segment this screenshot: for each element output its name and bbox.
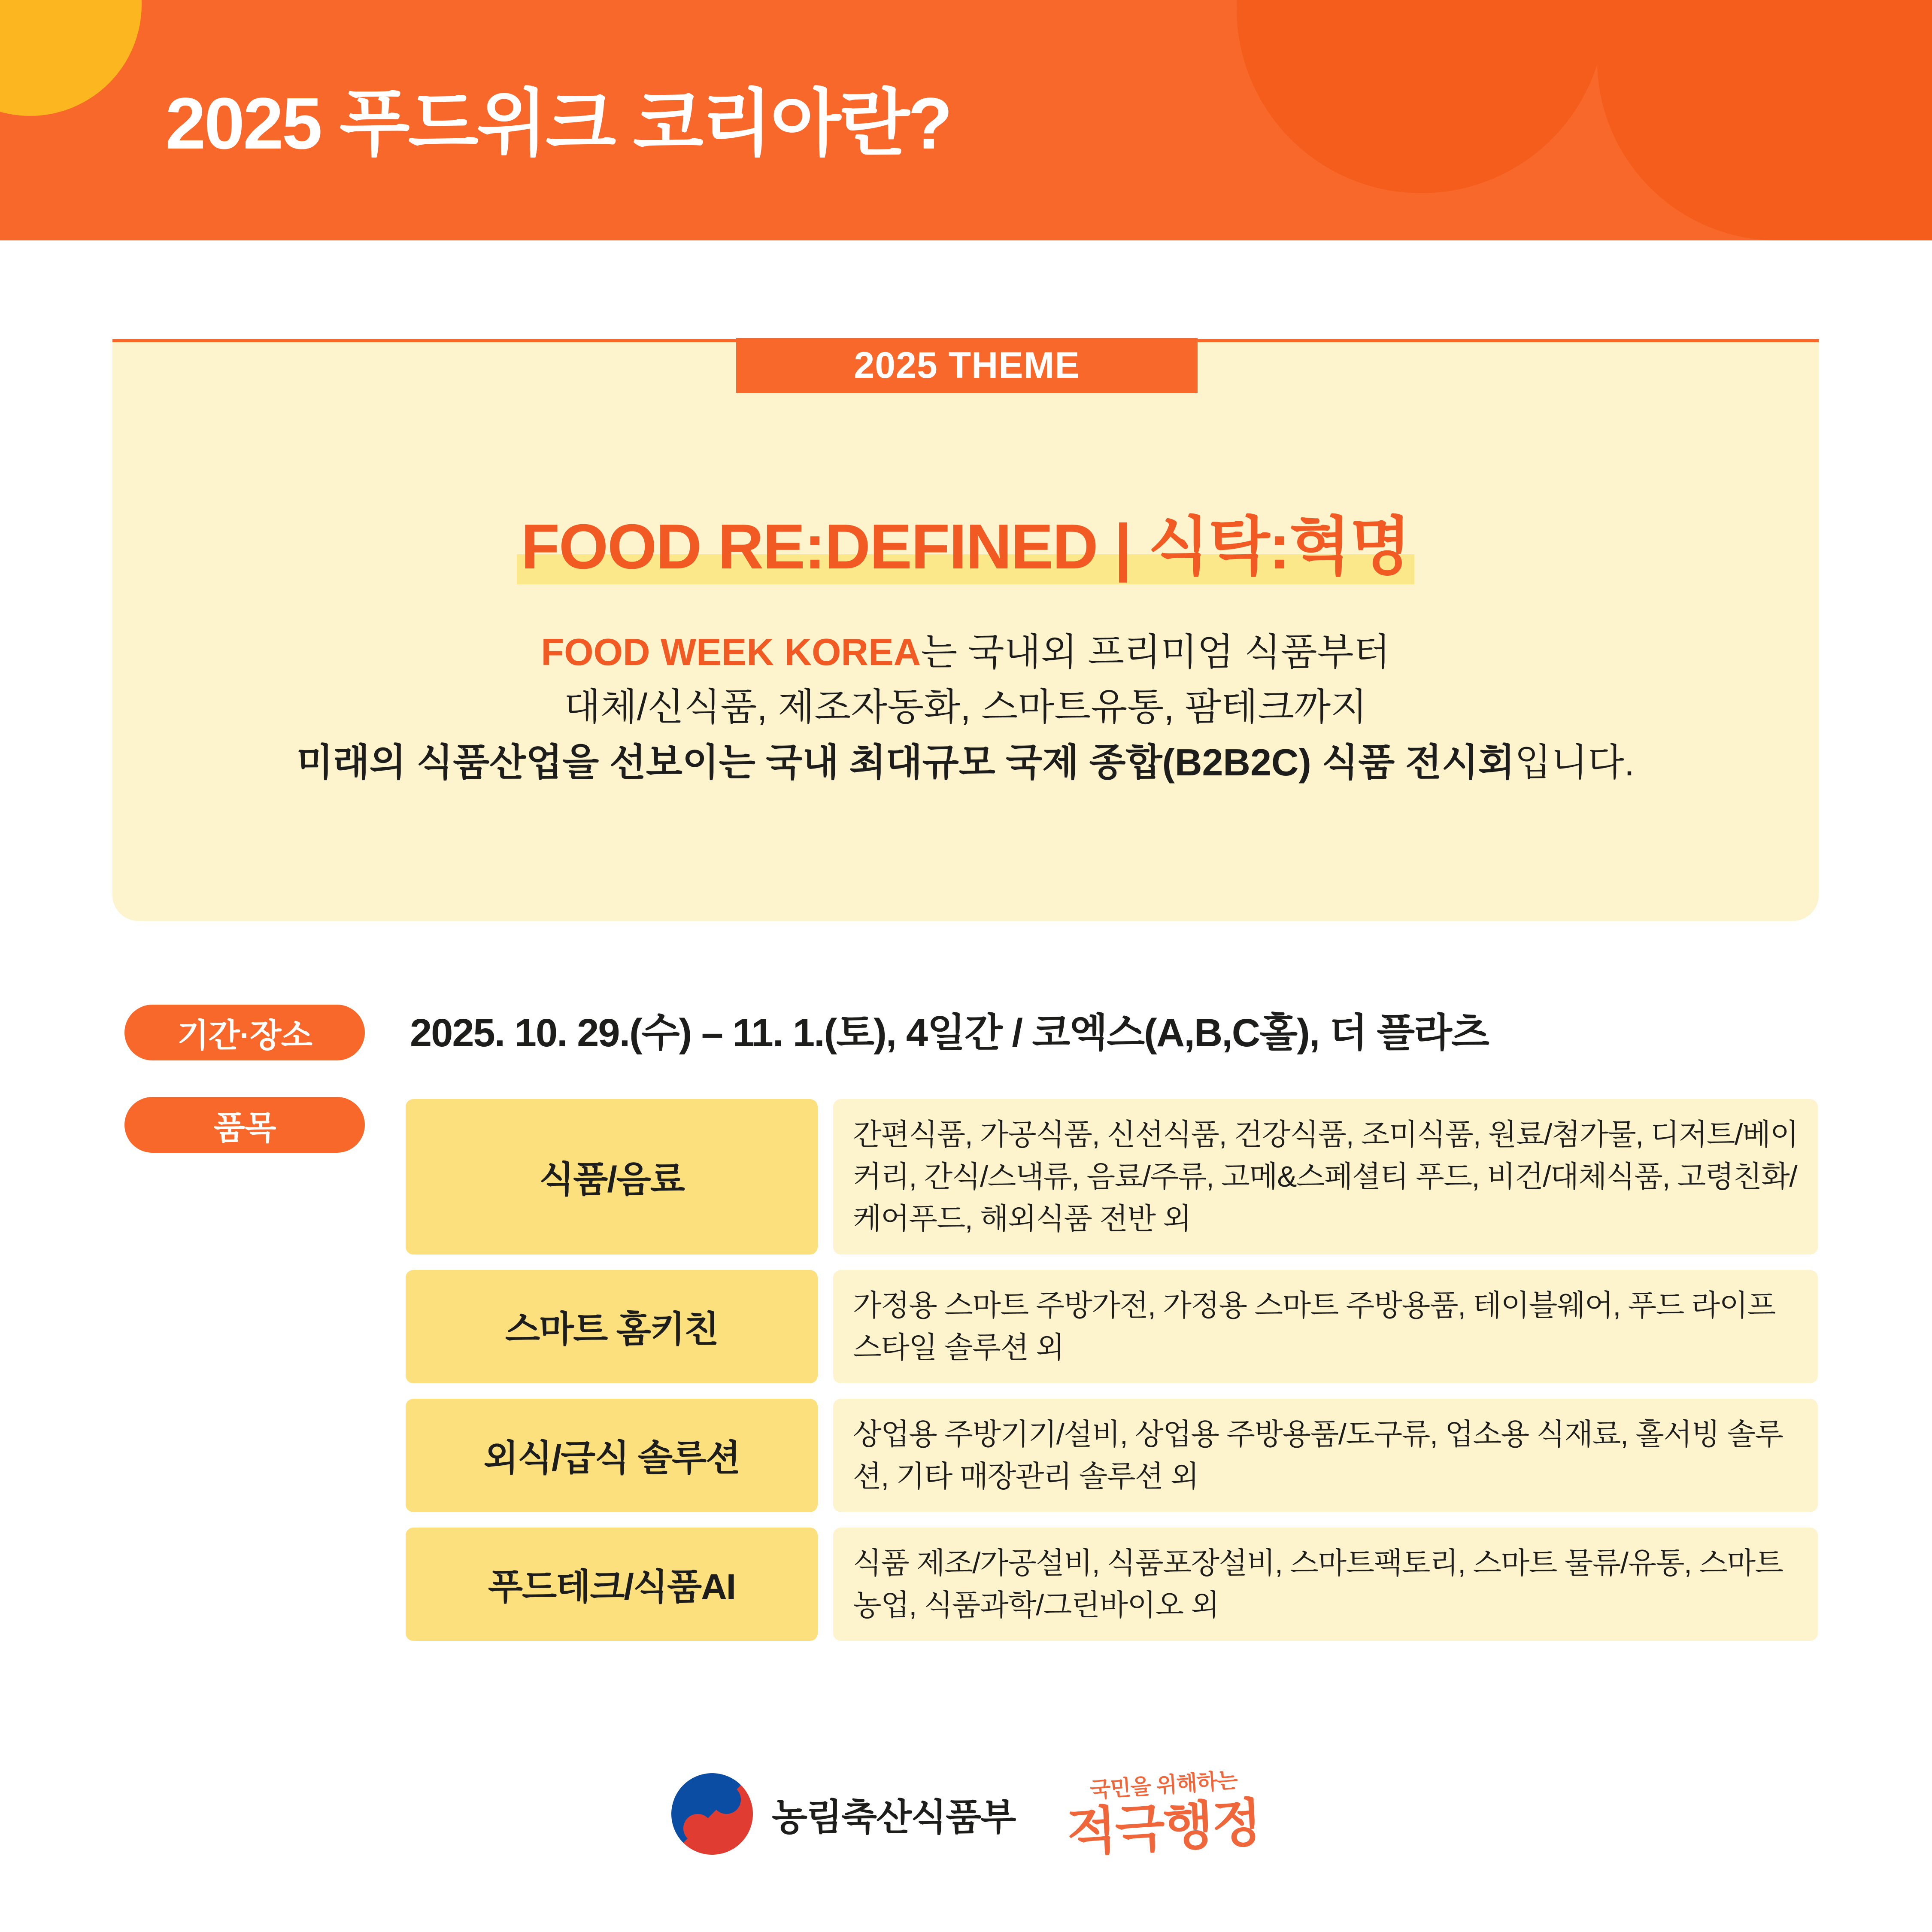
gov-brand-tagline: 국민을 위해하는 xyxy=(1089,1768,1238,1802)
theme-headline-wrapper xyxy=(112,496,1819,587)
category-name: 외식/급식 솔루션 xyxy=(406,1399,818,1512)
theme-description xyxy=(112,625,1819,790)
theme-description-line-3 xyxy=(112,735,1819,790)
theme-description-line-2: 대체/신식품, 제조자동화, 스마트유통, 팜테크까지 xyxy=(564,686,1368,729)
category-name: 푸드테크/식품AI xyxy=(406,1528,818,1641)
gov-brand-name: 적극행정 xyxy=(1065,1794,1262,1862)
corner-shape-decoration xyxy=(1597,0,1932,240)
taegeuk-icon xyxy=(671,1773,753,1855)
items-label-pill: 품목 xyxy=(124,1097,365,1153)
category-description: 식품 제조/가공설비, 식품포장설비, 스마트팩토리, 스마트 물류/유통, 스마트농업, 식품과학/그린바이오 외 xyxy=(833,1528,1818,1641)
category-table xyxy=(406,1099,1818,1656)
theme-headline-en: FOOD RE:DEFINED | xyxy=(521,511,1148,582)
theme-headline-kr: 식탁:혁명 xyxy=(1148,511,1410,582)
period-value: 2025. 10. 29.(수) – 11. 1.(토), 4일간 / 코엑스(A,B,C홀), 더 플라츠 xyxy=(410,1011,1489,1055)
category-description: 가정용 스마트 주방가전, 가정용 스마트 주방용품, 테이블웨어, 푸드 라이프스타일 솔루션 외 xyxy=(833,1270,1818,1383)
category-name: 스마트 홈키친 xyxy=(406,1270,818,1383)
orange-circle-decoration xyxy=(1237,0,1606,193)
table-row xyxy=(406,1270,1818,1383)
theme-description-line-1-rest: 는 국내외 프리미엄 식품부터 xyxy=(921,631,1390,673)
theme-description-line-1 xyxy=(112,625,1819,680)
category-name: 식품/음료 xyxy=(406,1099,818,1255)
ministry-name: 농림축산식품부 xyxy=(771,1797,1016,1838)
theme-description-line-3-rest: 입니다. xyxy=(1514,741,1635,784)
table-row xyxy=(406,1528,1818,1641)
theme-badge: 2025 THEME xyxy=(736,338,1198,393)
table-row xyxy=(406,1099,1818,1255)
header-band xyxy=(0,0,1932,240)
brand-name: FOOD WEEK KOREA xyxy=(541,631,921,673)
period-label-pill: 기간·장소 xyxy=(124,1005,365,1060)
theme-description-line-3-strong: 미래의 식품산업을 선보이는 국내 최대규모 국제 종합(B2B2C) 식품 전시회 xyxy=(296,741,1515,784)
ministry-logo xyxy=(671,1773,1016,1855)
category-description: 상업용 주방기기/설비, 상업용 주방용품/도구류, 업소용 식재료, 홀서빙 솔루션, 기타 매장관리 솔루션 외 xyxy=(833,1399,1818,1512)
category-description: 간편식품, 가공식품, 신선식품, 건강식품, 조미식품, 원료/첨가물, 디저트/베이커리, 간식/스낵류, 음료/주류, 고메&스페셜티 푸드, 비건/대체식품, 고령친화/케어푸드, 해외식품 전반 외 xyxy=(833,1099,1818,1255)
government-brand-logo xyxy=(1065,1768,1262,1862)
yellow-circle-decoration xyxy=(0,0,142,116)
table-row xyxy=(406,1399,1818,1512)
footer-logos xyxy=(0,1768,1932,1862)
theme-headline xyxy=(517,496,1415,587)
page-title: 2025 푸드위크 코리아란? xyxy=(165,83,951,164)
